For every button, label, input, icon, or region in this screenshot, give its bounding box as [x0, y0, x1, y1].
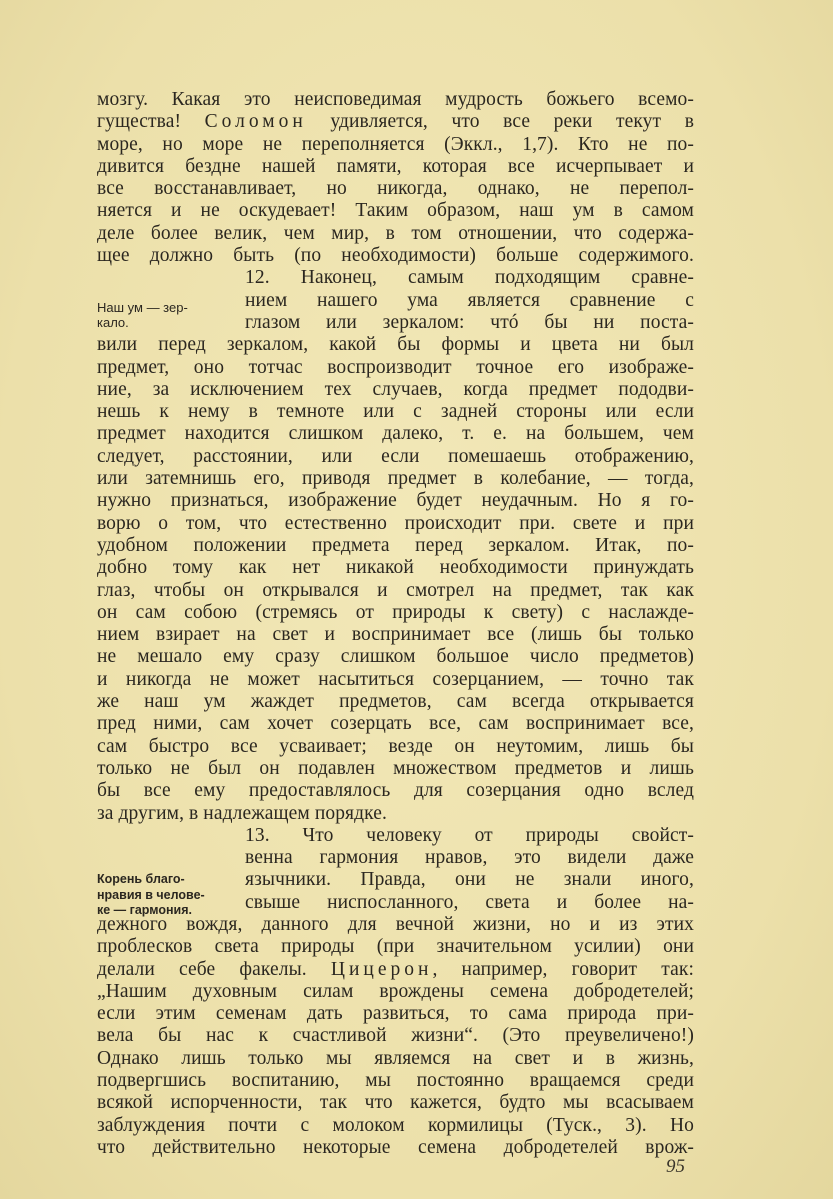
- text-line: предмет находится слишком далеко, т. е. на большем, чем: [97, 423, 694, 445]
- text-line: вела бы нас к счастливой жизни“. (Это преувеличено!): [97, 1025, 694, 1047]
- text-line: за другим, в надлежащем порядке.: [97, 802, 387, 824]
- margin-note-line: Наш ум — зер-: [97, 300, 188, 315]
- text-fragment: удивляется, что все реки текут в: [306, 111, 694, 133]
- text-line: он сам собою (стремясь от природы к свету) с наслажде-: [97, 601, 694, 623]
- text-fragment: делали себе факелы.: [97, 958, 331, 980]
- text-line: дивится бездне нашей памяти, которая все исчерпывает и: [97, 155, 694, 177]
- text-line: море, но море не переполняется (Эккл., 1,7). Кто не по-: [97, 133, 694, 155]
- text-line: и никогда не может насытиться созерцанием, — точно так: [97, 668, 694, 690]
- text-line: что действительно некоторые семена добродетелей врож-: [97, 1136, 694, 1158]
- text-line: бы все ему предоставлялось для созерцания одно вслед: [97, 780, 694, 802]
- text-line: или затемнишь его, приводя предмет в колебание, — тогда,: [97, 468, 694, 490]
- text-line: щее должно быть (по необходимости) больше содержимого.: [97, 245, 694, 267]
- text-fragment: гущества!: [97, 111, 205, 133]
- paragraph-start-13: 13. Что человеку от природы свойст-: [245, 824, 694, 846]
- text-line: деле более велик, чем мир, в том отношении, что содержа-: [97, 222, 694, 244]
- text-line: ворю о том, что естественно происходит при. свете и при: [97, 512, 694, 534]
- text-line: ние, за исключением тех случаев, когда предмет пододви-: [97, 378, 694, 400]
- text-line: сам быстро все усваивает; везде он неутомим, лишь бы: [97, 735, 694, 757]
- text-fragment: , например, говорит так:: [432, 958, 694, 980]
- body-text: [97, 89, 694, 1159]
- text-line: свыше ниспосланного, света и более на-: [245, 891, 694, 913]
- text-line: [97, 959, 694, 981]
- text-line: няется и не оскудевает! Таким образом, наш ум в самом: [97, 200, 694, 222]
- margin-note-line: Корень благо-: [97, 872, 185, 886]
- margin-note-mind-mirror: [97, 300, 188, 330]
- text-line: удобном положении предмета перед зеркалом. Итак, по-: [97, 534, 694, 556]
- text-line: подвергшись воспитанию, мы постоянно вращаемся среди: [97, 1070, 694, 1092]
- text-line: если этим семенам дать развиться, то сама природа при-: [97, 1003, 694, 1025]
- page-number: 95: [666, 1156, 685, 1177]
- text-line: нешь к нему в темноте или с задней стороны или если: [97, 401, 694, 423]
- text-line: только не был он подавлен множеством предметов и лишь: [97, 757, 694, 779]
- text-line: следует, расстоянии, или если помешаешь отображению,: [97, 445, 694, 467]
- text-line: дежного вождя, данного для вечной жизни, но и из этих: [97, 913, 694, 935]
- text-line: добно тому как нет никакой необходимости принуждать: [97, 557, 694, 579]
- text-line: все восстанавливает, но никогда, однако, не перепол-: [97, 178, 694, 200]
- text-line: нием нашего ума является сравнение с: [245, 289, 694, 311]
- text-line: всякой испорченности, так что кажется, будто мы всасываем: [97, 1092, 694, 1114]
- text-line: мозгу. Какая это неисповедимая мудрость божьего всемо-: [97, 89, 694, 110]
- margin-note-root-of-morality: [97, 872, 205, 919]
- text-line: проблесков света природы (при значительном усилии) они: [97, 936, 694, 958]
- text-line: предмет, оно тотчас воспроизводит точное его изображе-: [97, 356, 694, 378]
- text-line: нужно признаться, изображение будет неудачным. Но я го-: [97, 490, 694, 512]
- text-line: нием взирает на свет и воспринимает все (лишь бы только: [97, 624, 694, 646]
- text-line: вили перед зеркалом, какой бы формы и цвета ни был: [97, 334, 694, 356]
- margin-note-line: ке — гармония.: [97, 903, 193, 917]
- margin-note-line: нравия в челове-: [97, 887, 205, 902]
- text-line: Однако лишь только мы являемся на свет и в жизнь,: [97, 1047, 694, 1069]
- text-line: глаз, чтобы он открывался и смотрел на предмет, так как: [97, 579, 694, 601]
- text-line: глазом или зеркалом: чтó бы ни поста-: [245, 311, 694, 333]
- text-line: „Нашим духовным силам врождены семена добродетелей;: [97, 980, 694, 1002]
- text-line: венна гармония нравов, это видели даже: [245, 847, 694, 869]
- spaced-name: Цицерон: [330, 958, 433, 980]
- margin-note-line: кало.: [97, 315, 129, 330]
- paragraph-start-12: 12. Наконец, самым подходящим сравне-: [245, 267, 694, 289]
- spaced-name: Соломон: [204, 111, 307, 133]
- text-line: пред ними, сам хочет созерцать все, сам воспринимает все,: [97, 713, 694, 735]
- text-line: язычники. Правда, они не знали иного,: [245, 869, 694, 891]
- text-line: не мешало ему сразу слишком большое число предметов): [97, 646, 694, 668]
- text-line: заблуждения почти с молоком кормилицы (Туск., 3). Но: [97, 1114, 694, 1136]
- text-line: [97, 111, 694, 133]
- text-line: же наш ум жаждет предметов, сам всегда открывается: [97, 691, 694, 713]
